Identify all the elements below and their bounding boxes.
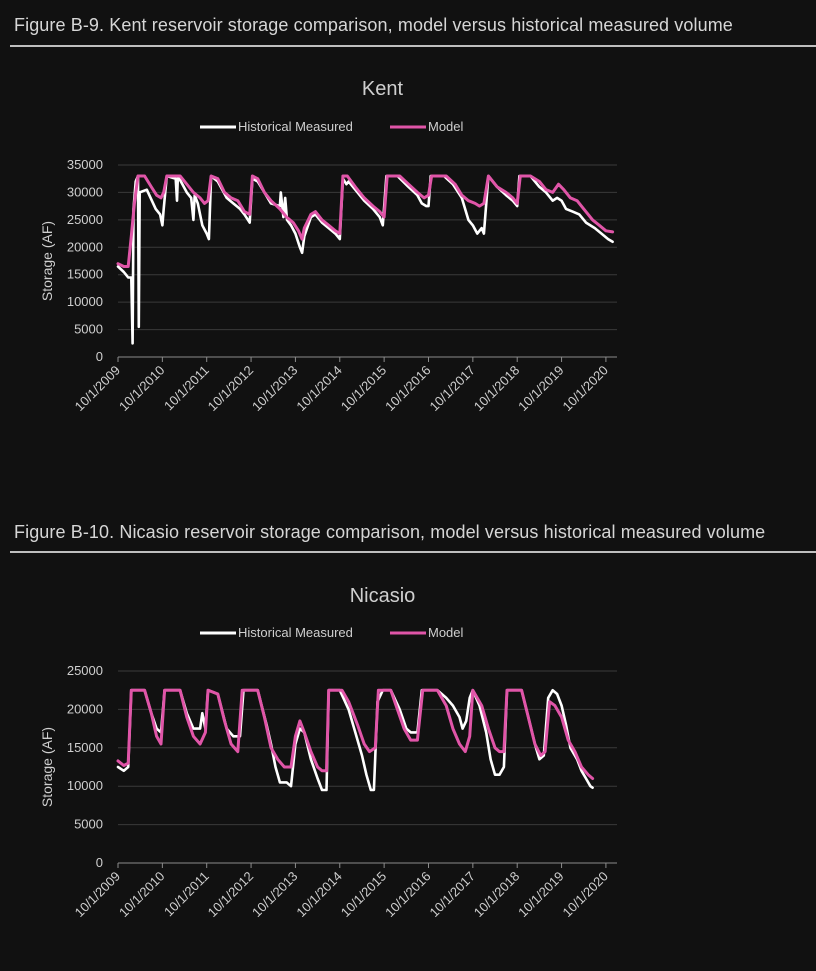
legend-label: Historical Measured — [238, 119, 353, 134]
y-axis-label: Storage (AF) — [39, 726, 55, 808]
y-tick-label: 5000 — [74, 816, 103, 832]
x-tick-label: 10/1/2016 — [382, 362, 434, 415]
y-tick-label: 25000 — [66, 663, 103, 678]
y-tick-label: 30000 — [66, 184, 103, 200]
y-tick-label: 20000 — [66, 239, 103, 255]
x-tick-label: 10/1/2018 — [470, 362, 523, 415]
x-tick-label: 10/1/2016 — [382, 868, 434, 921]
x-tick-label: 10/1/2018 — [470, 868, 523, 921]
figure-divider — [10, 551, 816, 553]
legend-label: Historical Measured — [238, 625, 353, 640]
x-tick-label: 10/1/2010 — [115, 868, 168, 921]
x-tick-label: 10/1/2012 — [204, 362, 257, 415]
chart-legend — [200, 119, 464, 134]
figure-caption: Figure B-9. Kent reservoir storage comparison, model versus historical measured volume — [14, 15, 733, 35]
y-tick-label: 20000 — [66, 701, 103, 717]
nicasio-chart — [0, 566, 816, 971]
x-tick-label: 10/1/2011 — [161, 868, 212, 920]
x-tick-label: 10/1/2009 — [71, 868, 124, 921]
y-tick-label: 0 — [95, 855, 103, 870]
figure-divider — [10, 45, 816, 47]
x-tick-label: 10/1/2017 — [426, 868, 478, 921]
x-tick-label: 10/1/2015 — [337, 868, 390, 921]
y-tick-label: 0 — [95, 349, 103, 364]
y-tick-label: 5000 — [74, 321, 103, 337]
x-tick-label: 10/1/2010 — [115, 362, 168, 415]
x-tick-label: 10/1/2015 — [337, 362, 390, 415]
y-tick-label: 35000 — [66, 157, 103, 172]
y-tick-label: 10000 — [66, 294, 103, 310]
y-tick-label: 10000 — [66, 778, 103, 794]
legend-label: Model — [428, 119, 464, 134]
legend-label: Model — [428, 625, 464, 640]
x-tick-label: 10/1/2013 — [249, 362, 301, 415]
series-line-model — [118, 176, 613, 267]
x-tick-label: 10/1/2009 — [71, 362, 124, 415]
x-tick-label: 10/1/2014 — [293, 362, 345, 415]
x-tick-label: 10/1/2011 — [161, 362, 212, 414]
x-tick-label: 10/1/2017 — [426, 362, 478, 415]
x-tick-label: 10/1/2019 — [515, 868, 567, 921]
y-axis-label: Storage (AF) — [39, 220, 55, 302]
x-tick-label: 10/1/2012 — [204, 868, 257, 921]
y-tick-label: 15000 — [66, 266, 103, 282]
chart-title: Nicasio — [349, 585, 416, 607]
series-line-historical-measured — [118, 176, 613, 343]
y-tick-label: 15000 — [66, 739, 103, 755]
y-tick-label: 25000 — [66, 211, 103, 227]
chart-legend — [200, 625, 464, 640]
x-tick-label: 10/1/2014 — [293, 868, 345, 921]
figure-caption: Figure B-10. Nicasio reservoir storage comparison, model versus historical measured volume — [14, 522, 766, 542]
x-tick-label: 10/1/2020 — [559, 868, 612, 921]
x-tick-label: 10/1/2013 — [249, 868, 301, 921]
chart-title: Kent — [361, 78, 404, 100]
x-tick-label: 10/1/2019 — [515, 362, 567, 415]
x-tick-label: 10/1/2020 — [559, 362, 612, 415]
kent-chart — [0, 60, 816, 480]
series-line-historical-measured — [118, 690, 593, 790]
